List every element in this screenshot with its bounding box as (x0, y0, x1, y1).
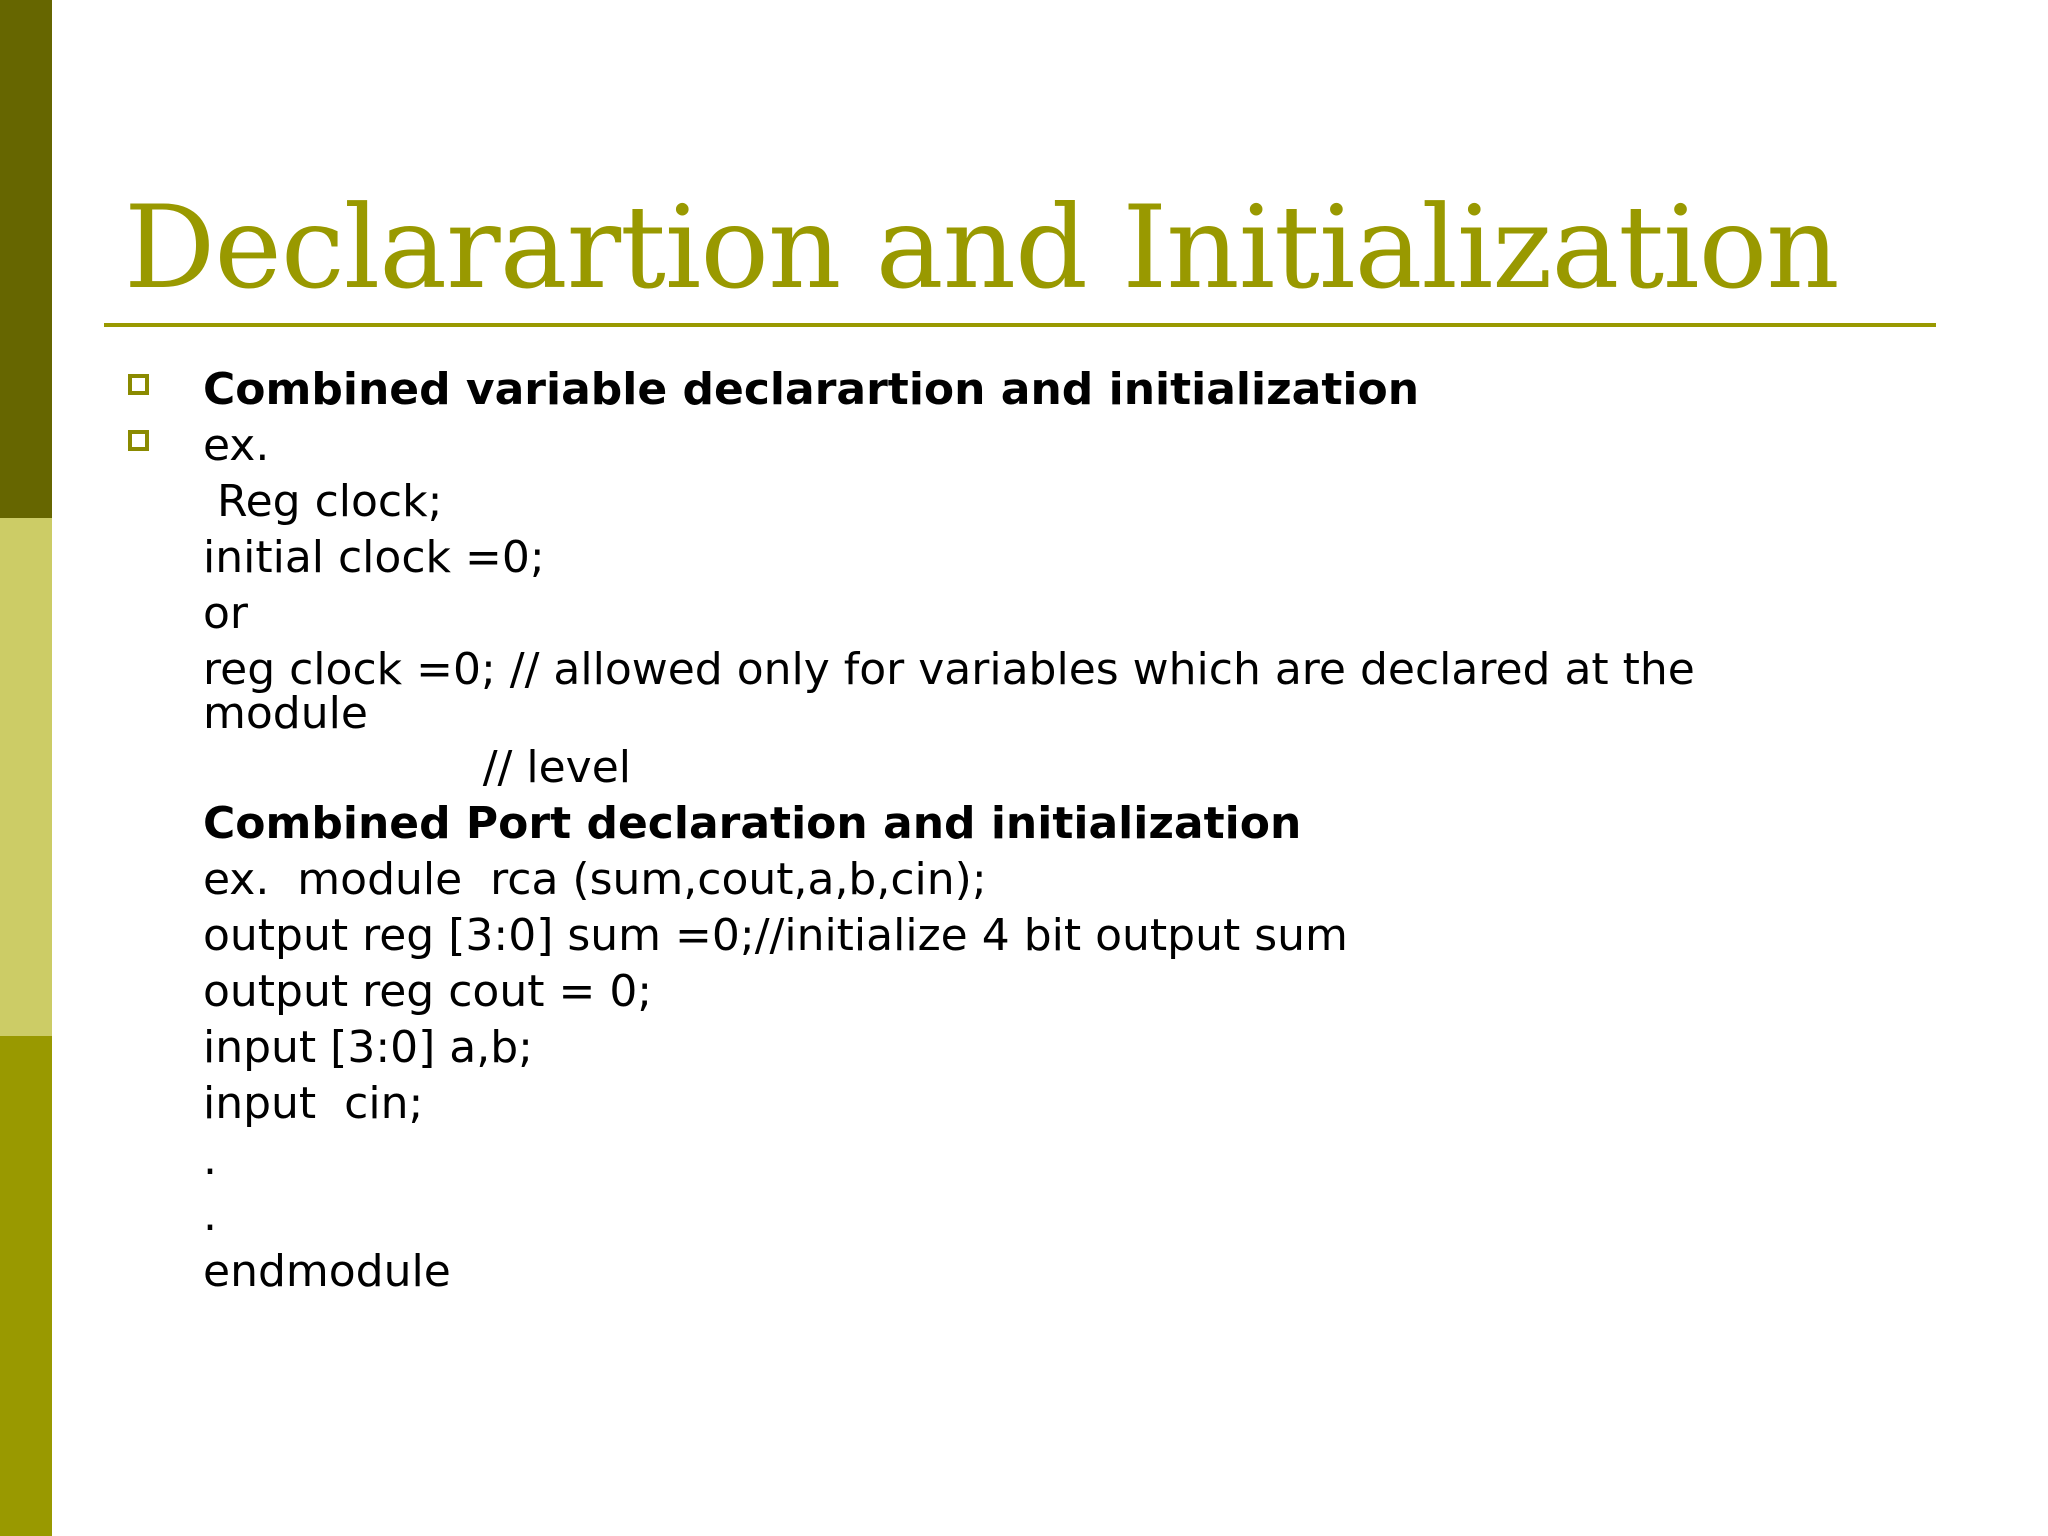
port-code-line: . (203, 1190, 217, 1241)
sidebar-segment-middle (0, 518, 52, 1036)
port-code-line: endmodule (203, 1246, 451, 1297)
bullet-item-1: Combined variable declarartion and initialization (203, 364, 1420, 415)
code-line: Reg clock; (203, 476, 443, 527)
code-line: or (203, 588, 249, 639)
port-code-line: . (203, 1134, 217, 1185)
sidebar-accent (0, 0, 52, 1536)
code-line: reg clock =0; // allowed only for variables which are declared at the (203, 644, 1695, 695)
sidebar-segment-top (0, 0, 52, 518)
title-divider (104, 323, 1936, 327)
port-code-line: ex. module rca (sum,cout,a,b,cin); (203, 854, 987, 905)
slide-title: Declarartion and Initialization (124, 181, 1839, 314)
port-code-line: output reg cout = 0; (203, 966, 653, 1017)
code-line: // level (203, 742, 631, 793)
bullet-marker-1 (128, 374, 149, 395)
code-line: module (203, 688, 368, 739)
sidebar-segment-bottom (0, 1036, 52, 1536)
code-line: initial clock =0; (203, 532, 545, 583)
port-code-line: input cin; (203, 1078, 424, 1129)
bullet-item-2: ex. (203, 420, 270, 471)
port-code-line: input [3:0] a,b; (203, 1022, 533, 1073)
section-subheading: Combined Port declaration and initialization (203, 798, 1302, 849)
bullet-marker-2 (128, 430, 149, 451)
port-code-line: output reg [3:0] sum =0;//initialize 4 bit output sum (203, 910, 1348, 961)
